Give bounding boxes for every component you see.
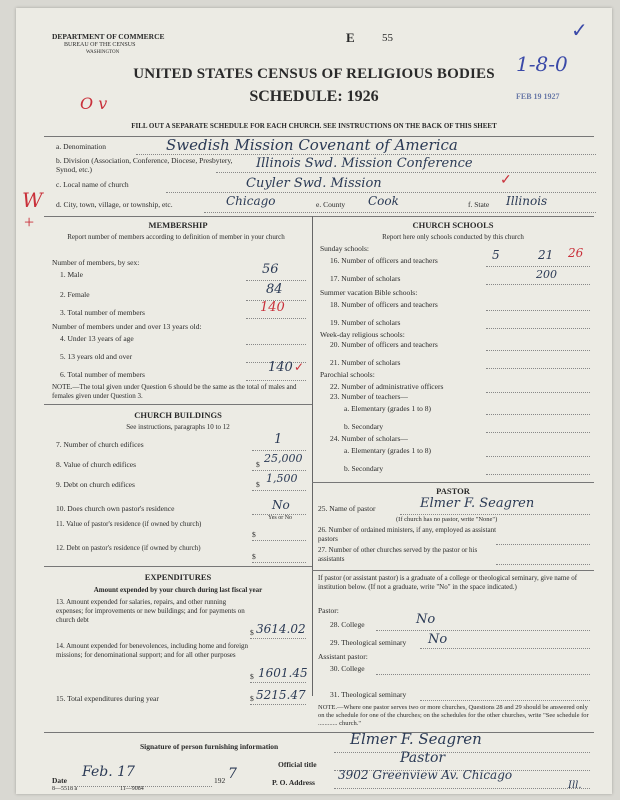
dept-line3: WASHINGTON (86, 50, 120, 55)
form-number: 55 (382, 32, 393, 44)
q12-dollar: $ (252, 552, 256, 561)
divider (312, 482, 594, 483)
q9-dollar: $ (256, 480, 260, 489)
q29-value: No (428, 632, 448, 647)
q3-label: 3. Total number of members (60, 308, 145, 317)
q22-label: 22. Number of administrative officers (330, 382, 444, 391)
q16-value: 5 (492, 248, 500, 262)
q15-value: 5215.47 (256, 688, 306, 702)
divider (44, 732, 594, 733)
q20-label: 20. Number of officers and teachers (330, 340, 438, 349)
q16-red: 26 (568, 246, 584, 260)
q28-value: No (416, 612, 436, 627)
q3-value: 140 (260, 300, 285, 315)
red-check-icon: ✓ (294, 360, 305, 374)
answer-line (246, 344, 306, 345)
q28-label: 28. College (330, 620, 365, 629)
print-code: 8—5518 a (52, 786, 78, 792)
e-value: Cook (368, 194, 399, 208)
answer-line (486, 456, 590, 457)
q7-label: 7. Number of church edifices (56, 440, 144, 449)
q29-label: 29. Theological seminary (330, 638, 407, 647)
f-value: Illinois (506, 194, 548, 208)
answer-line (252, 470, 306, 471)
q14-value: 1601.45 (258, 666, 308, 680)
answer-line (486, 392, 590, 393)
q18-label: 18. Number of officers and teachers (330, 300, 438, 309)
d-value: Chicago (226, 194, 276, 208)
q30-label: 30. College (330, 664, 365, 673)
margin-mark1: W (22, 188, 43, 212)
q24-label: 24. Number of scholars— (330, 434, 408, 443)
a-value: Swedish Mission Covenant of America (166, 136, 458, 154)
check-mark-icon: ✓ (571, 20, 588, 42)
mark-top-right: 1-8-0 (516, 52, 568, 76)
sig-label: Signature of person furnishing information (140, 742, 279, 751)
q27-label: 27. Number of other churches served by the pastor or his assistants (318, 546, 478, 563)
q16-label: 16. Number of officers and teachers (330, 256, 438, 265)
divider (44, 566, 312, 567)
membership-note: NOTE.—The total given under Question 6 should be the same as the total of males and females given under Question 3. (52, 383, 297, 400)
date-value: Feb. 17 (82, 764, 135, 780)
by-sex-label: Number of members, by sex: (52, 258, 140, 267)
margin-mark2: + (24, 212, 35, 232)
q19-label: 19. Number of scholars (330, 318, 401, 327)
q10-label: 10. Does church own pastor's residence (56, 504, 175, 513)
parochial-label: Parochial schools: (320, 370, 375, 379)
q6-value: 140 (268, 360, 293, 375)
q1-label: 1. Male (60, 270, 83, 279)
form-instruction: FILL OUT A SEPARATE SCHEDULE FOR EACH CHURCH. SEE INSTRUCTIONS ON THE BACK OF THIS SHEET (131, 122, 497, 130)
membership-heading: MEMBERSHIP (148, 220, 208, 230)
q1-value: 56 (262, 262, 279, 277)
answer-line (486, 328, 590, 329)
b-line (216, 172, 596, 173)
q4-label: 4. Under 13 years of age (60, 334, 134, 343)
red-check-icon: ✓ (500, 173, 512, 188)
c-line (166, 192, 596, 193)
c-value: Cuyler Swd. Mission (246, 176, 382, 191)
pastor-label: Pastor: (318, 606, 339, 615)
dept-line1: DEPARTMENT OF COMMERCE (52, 32, 165, 41)
column-divider (312, 216, 313, 696)
q14-label: 14. Amount expended for benevolences, including home and foreign missions; for denominational support; and for all other purposes (56, 642, 249, 659)
q5-label: 5. 13 years old and over (60, 352, 133, 361)
q8-dollar: $ (256, 460, 260, 469)
q25-value: Elmer F. Seagren (420, 496, 535, 511)
q15-dollar: $ (250, 694, 254, 703)
q10-value: No (272, 498, 290, 512)
d-label: d. City, town, village, or township, etc. (56, 200, 173, 209)
addr-label: P. O. Address (272, 778, 315, 787)
answer-line (420, 648, 590, 649)
q13-dollar: $ (250, 628, 254, 637)
title-value: Pastor (400, 750, 446, 766)
addr-value: 3902 Greenview Av. Chicago (338, 768, 513, 782)
q23b-label: b. Secondary (344, 422, 384, 431)
b-value: Illinois Swd. Mission Conference (256, 156, 473, 171)
q14-dollar: $ (250, 672, 254, 681)
q6-label: 6. Total number of members (60, 370, 145, 379)
f-label: f. State (468, 200, 490, 209)
answer-line (420, 700, 590, 701)
age-label: Number of members under and over 13 years old: (52, 322, 202, 331)
sig-value: Elmer F. Seagren (350, 730, 482, 748)
b-label: b. Division (Association, Conference, Diocese, Presbytery, Synod, etc.) (56, 156, 233, 174)
answer-line (250, 638, 306, 639)
q24b-label: b. Secondary (344, 464, 384, 473)
d-line (204, 212, 596, 213)
q16-extra: 21 (538, 248, 554, 262)
sunday-label: Sunday schools: (320, 244, 369, 253)
answer-line (334, 788, 590, 789)
q13-label: 13. Amount expended for salaries, repairs, and other running expenses; for improvements or new buildings; and for payments on church debt (56, 598, 245, 624)
answer-line (252, 450, 306, 451)
addr-value2: Ill. (568, 780, 582, 791)
answer-line (376, 674, 590, 675)
answer-line (252, 540, 306, 541)
expenditures-intro: Amount expended by your church during last fiscal year (93, 586, 263, 594)
q2-value: 84 (266, 282, 283, 297)
divider (44, 404, 312, 405)
divider (312, 570, 594, 571)
title-label: Official title (278, 760, 317, 769)
pastor-note: NOTE.—Where one pastor serves two or more churches, Questions 28 and 29 should be answered only on the schedule for one of the churches; on the schedules for the other churches, write "See schedule for ............ church." (318, 704, 589, 727)
answer-line (252, 562, 306, 563)
stamp-date: FEB 19 1927 (516, 92, 560, 101)
mark-top-left: O v (80, 94, 108, 113)
q12-label: 12. Debt on pastor's residence (if owned by church) (56, 544, 201, 552)
q17-value: 200 (536, 268, 557, 281)
q21-label: 21. Number of scholars (330, 358, 401, 367)
q31-label: 31. Theological seminary (330, 690, 407, 699)
q11-label: 11. Value of pastor's residence (if owned by church) (56, 520, 202, 528)
expenditures-heading: EXPENDITURES (144, 572, 212, 582)
answer-line (250, 704, 306, 705)
q8-label: 8. Value of church edifices (56, 460, 137, 469)
pastor-heading: PASTOR (436, 486, 470, 496)
college-intro: If pastor (or assistant pastor) is a graduate of a college or theological seminary, give name of institution below. (If not a graduate, write "No" in the space indicated.) (318, 574, 578, 591)
answer-line (250, 682, 306, 683)
membership-intro: Report number of members according to definition of member in your church (67, 233, 285, 241)
dept-line2: BUREAU OF THE CENSUS (64, 42, 136, 48)
answer-line (334, 752, 590, 753)
answer-line (246, 318, 306, 319)
print-code2: 11—9084 (120, 786, 144, 792)
answer-line (486, 432, 590, 433)
answer-line (486, 474, 590, 475)
answer-line (486, 368, 590, 369)
census-form (16, 8, 612, 794)
buildings-heading: CHURCH BUILDINGS (134, 410, 222, 420)
q25-label: 25. Name of pastor (318, 504, 376, 513)
form-subtitle: SCHEDULE: 1926 (249, 88, 379, 105)
q25-note: (If church has no pastor, write "None") (396, 516, 498, 523)
answer-line (496, 544, 590, 545)
q2-label: 2. Female (60, 290, 90, 299)
q15-label: 15. Total expenditures during year (56, 694, 159, 703)
a-line (136, 154, 596, 155)
q26-label: 26. Number of ordained ministers, if any, employed as assistant pastors (318, 526, 497, 543)
answer-line (486, 350, 590, 351)
answer-line (246, 380, 306, 381)
q24a-label: a. Elementary (grades 1 to 8) (344, 446, 432, 455)
answer-line (486, 284, 590, 285)
a-label: a. Denomination (56, 142, 106, 151)
answer-line (486, 414, 590, 415)
q7-value: 1 (274, 432, 283, 447)
divider (44, 216, 594, 217)
yes-no-hint: Yes or No (268, 515, 293, 521)
form-code: E (346, 30, 355, 45)
vacation-label: Summer vacation Bible schools: (320, 288, 418, 297)
e-label: e. County (316, 200, 346, 209)
date-label: Date (52, 776, 67, 785)
q17-label: 17. Number of scholars (330, 274, 401, 283)
schools-intro: Report here only schools conducted by this church (382, 233, 524, 241)
answer-line (252, 490, 306, 491)
answer-line (496, 564, 590, 565)
answer-line (376, 630, 590, 631)
q9-value: 1,500 (266, 472, 298, 485)
q13-value: 3614.02 (256, 622, 306, 636)
buildings-instr: See instructions, paragraphs 10 to 12 (126, 423, 230, 431)
c-label: c. Local name of church (56, 180, 129, 189)
q23-label: 23. Number of teachers— (330, 392, 408, 401)
form-title: UNITED STATES CENSUS OF RELIGIOUS BODIES (133, 66, 495, 82)
q9-label: 9. Debt on church edifices (56, 480, 135, 489)
weekday-label: Week-day religious schools: (320, 330, 405, 339)
answer-line (400, 514, 590, 515)
year-prefix: 192 (214, 776, 226, 785)
q23a-label: a. Elementary (grades 1 to 8) (344, 404, 432, 413)
schools-heading: CHURCH SCHOOLS (412, 220, 494, 230)
q8-value: 25,000 (264, 452, 303, 465)
asst-label: Assistant pastor: (318, 652, 368, 661)
answer-line (246, 280, 306, 281)
answer-line (486, 310, 590, 311)
year-value: 7 (228, 766, 237, 782)
q11-dollar: $ (252, 530, 256, 539)
answer-line (486, 266, 590, 267)
